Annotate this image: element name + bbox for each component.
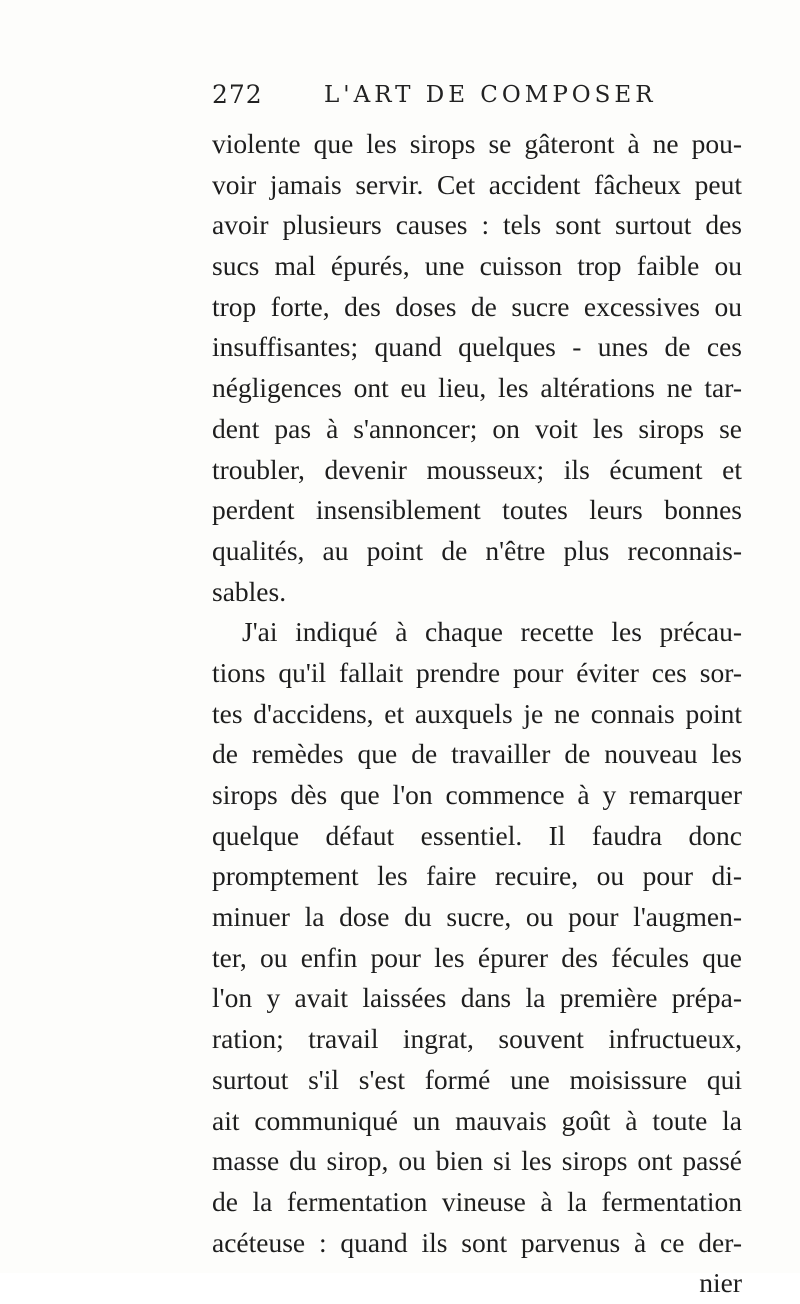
- text-line: tions qu'il fallait prendre pour éviter ces sor-: [212, 656, 742, 688]
- paragraph-end-line: sables.: [212, 575, 287, 607]
- text-line: acéteuse : quand ils sont parvenus à ce der-: [212, 1226, 742, 1258]
- text-line: sirops dès que l'on commence à y remarquer: [212, 779, 742, 810]
- text-line: voir jamais servir. Cet accident fâcheux peut: [212, 168, 742, 200]
- text-line: dent pas à s'annoncer; on voit les sirops se: [212, 412, 742, 444]
- text-line: quelque défaut essentiel. Il faudra donc: [212, 819, 742, 851]
- paragraph-start-line: J'ai indiqué à chaque recette les précau-: [242, 616, 742, 648]
- text-line: qualités, au point de n'être plus reconnais-: [212, 534, 742, 566]
- text-line: promptement les faire recuire, ou pour di-: [212, 860, 742, 892]
- text-line: minuer la dose du sucre, ou pour l'augmen-: [212, 901, 742, 933]
- text-line: l'on y avait laissées dans la première prépa-: [212, 982, 742, 1014]
- text-line: troubler, devenir mousseux; ils écument et: [212, 453, 742, 485]
- page-header: [212, 80, 742, 114]
- text-line: négligences ont eu lieu, les altérations ne tar-: [212, 372, 742, 404]
- text-line: tes d'accidens, et auxquels je ne connais point: [212, 697, 742, 729]
- text-line: sucs mal épurés, une cuisson trop faible ou: [212, 250, 742, 282]
- page-number: 272: [212, 80, 263, 109]
- text-line: ration; travail ingrat, souvent infructueux,: [212, 1023, 742, 1055]
- running-title: L'ART DE COMPOSER: [324, 82, 657, 108]
- text-line: de remèdes que de travailler de nouveau les: [212, 738, 742, 770]
- text-line: insuffisantes; quand quelques - unes de ces: [212, 331, 742, 363]
- body-text: [212, 124, 742, 1304]
- catchword: nier: [699, 1267, 742, 1299]
- text-line: trop forte, des doses de sucre excessives ou: [212, 290, 742, 322]
- text-line: perdent insensiblement toutes leurs bonnes: [212, 494, 742, 526]
- text-line: de la fermentation vineuse à la fermentation: [212, 1185, 742, 1217]
- text-line: ter, ou enfin pour les épurer des fécules que: [212, 941, 742, 973]
- text-line: violente que les sirops se gâteront à ne pou-: [212, 128, 742, 159]
- text-line: masse du sirop, ou bien si les sirops ont passé: [212, 1145, 742, 1177]
- text-line: avoir plusieurs causes : tels sont surtout des: [212, 209, 742, 241]
- text-line: surtout s'il s'est formé une moisissure qui: [212, 1063, 742, 1095]
- text-line: ait communiqué un mauvais goût à toute la: [212, 1104, 742, 1136]
